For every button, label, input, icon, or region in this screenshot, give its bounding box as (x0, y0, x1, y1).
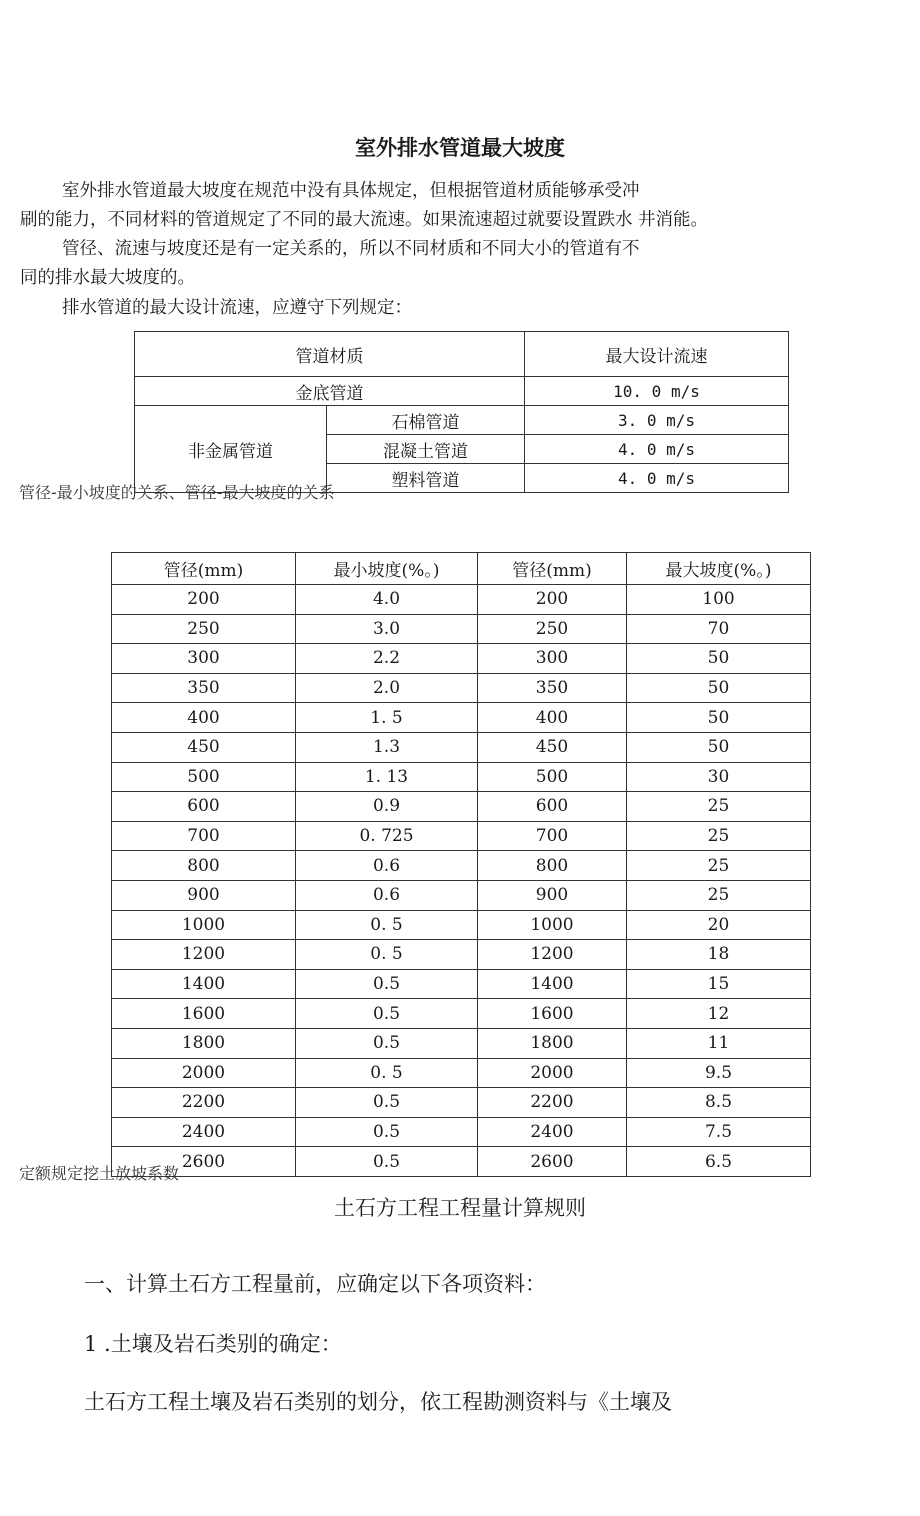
table-cell: 1600 (112, 999, 296, 1029)
table-cell: 25 (627, 821, 811, 851)
table-cell: 18 (627, 940, 811, 970)
column-header: 管径(mm) (478, 553, 627, 585)
header-material: 管道材质 (135, 332, 525, 377)
max-flow-table (134, 331, 789, 493)
column-header: 管径(mm) (112, 553, 296, 585)
table-cell: 600 (112, 792, 296, 822)
section-line: 土石方工程土壤及岩石类别的划分，依工程勘测资料与《土壤及 (84, 1390, 672, 1414)
paragraph-line: 排水管道的最大设计流速，应遵守下列规定： (62, 298, 412, 318)
table-cell: 0.5 (296, 999, 478, 1029)
table-row (112, 585, 811, 615)
table-cell: 9.5 (627, 1058, 811, 1088)
table-cell: 50 (627, 673, 811, 703)
table-cell: 0.5 (296, 1117, 478, 1147)
table-cell: 6.5 (627, 1147, 811, 1177)
table-cell: 1. 5 (296, 703, 478, 733)
table-row (112, 792, 811, 822)
table-row (112, 1058, 811, 1088)
table-cell: 250 (112, 614, 296, 644)
table-cell: 300 (112, 644, 296, 674)
table-cell: 1200 (478, 940, 627, 970)
table-cell: 2200 (112, 1088, 296, 1118)
column-header: 最小坡度(%。) (296, 553, 478, 585)
table-cell: 500 (478, 762, 627, 792)
metal-pipe-label: 金底管道 (135, 377, 525, 406)
table-row (112, 614, 811, 644)
table-cell: 50 (627, 703, 811, 733)
table-cell: 0.5 (296, 1147, 478, 1177)
table-cell: 50 (627, 644, 811, 674)
table-row (112, 703, 811, 733)
table-cell: 0.6 (296, 851, 478, 881)
table-cell: 350 (478, 673, 627, 703)
section-title: 土石方工程工程量计算规则 (334, 1196, 586, 1220)
table-cell: 0.5 (296, 969, 478, 999)
table-cell: 2400 (112, 1117, 296, 1147)
table-cell: 350 (112, 673, 296, 703)
table-row (112, 1028, 811, 1058)
table-cell: 900 (478, 880, 627, 910)
table-cell: 800 (112, 851, 296, 881)
table-cell: 50 (627, 732, 811, 762)
table-row (112, 732, 811, 762)
table-cell: 20 (627, 910, 811, 940)
metal-pipe-speed: 10. 0 m/s (525, 377, 789, 406)
table-cell: 1600 (478, 999, 627, 1029)
table-cell: 2000 (478, 1058, 627, 1088)
nonmetal-pipe-label: 非金属管道 (135, 406, 327, 493)
table-row (112, 969, 811, 999)
table-row (112, 673, 811, 703)
table-row (112, 1117, 811, 1147)
table-cell: 500 (112, 762, 296, 792)
table-cell: 0. 5 (296, 940, 478, 970)
table-cell: 250 (478, 614, 627, 644)
paragraph-line: 同的排水最大坡度的。 (20, 268, 195, 288)
table-cell: 11 (627, 1028, 811, 1058)
table-cell: 1. 13 (296, 762, 478, 792)
column-header: 最大坡度(%。) (627, 553, 811, 585)
pipe-speed: 3. 0 m/s (525, 406, 789, 435)
table-row (112, 821, 811, 851)
pipe-type: 塑料管道 (327, 464, 525, 493)
table-cell: 2400 (478, 1117, 627, 1147)
table-cell: 3.0 (296, 614, 478, 644)
table-cell: 400 (112, 703, 296, 733)
pipe-speed: 4. 0 m/s (525, 435, 789, 464)
table-row (112, 1147, 811, 1177)
slope-table (111, 552, 811, 1177)
table-cell: 0. 5 (296, 1058, 478, 1088)
section-line: 1 .土壤及岩石类别的确定： (84, 1332, 342, 1356)
table-cell: 30 (627, 762, 811, 792)
table-cell: 900 (112, 880, 296, 910)
table-cell: 600 (478, 792, 627, 822)
table-cell: 25 (627, 851, 811, 881)
table-cell: 1400 (112, 969, 296, 999)
table-cell: 400 (478, 703, 627, 733)
table-cell: 2600 (478, 1147, 627, 1177)
table-cell: 200 (478, 585, 627, 615)
table-cell: 4.0 (296, 585, 478, 615)
table-cell: 1200 (112, 940, 296, 970)
table-cell: 12 (627, 999, 811, 1029)
table-row (112, 910, 811, 940)
table-row (112, 851, 811, 881)
table-cell: 300 (478, 644, 627, 674)
slope-table-header (112, 553, 811, 585)
pipe-type: 混凝土管道 (327, 435, 525, 464)
paragraph-line: 管径、流速与坡度还是有一定关系的，所以不同材质和不同大小的管道有不 (62, 239, 640, 259)
table-cell: 1.3 (296, 732, 478, 762)
table-cell: 450 (478, 732, 627, 762)
table-row (112, 644, 811, 674)
paragraph-line: 刷的能力，不同材料的管道规定了不同的最大流速。如果流速超过就要设置跌水 井消能。 (20, 210, 709, 230)
table-cell: 1000 (112, 910, 296, 940)
header-speed: 最大设计流速 (525, 332, 789, 377)
table-cell: 0.6 (296, 880, 478, 910)
table-cell: 0. 725 (296, 821, 478, 851)
table-cell: 7.5 (627, 1117, 811, 1147)
table-cell: 2600 (112, 1147, 296, 1177)
table-cell: 0.9 (296, 792, 478, 822)
table-cell: 0. 5 (296, 910, 478, 940)
table-cell: 15 (627, 969, 811, 999)
table-cell: 800 (478, 851, 627, 881)
section-line: 一、计算土石方工程量前，应确定以下各项资料： (84, 1272, 546, 1296)
table-cell: 1000 (478, 910, 627, 940)
table-cell: 450 (112, 732, 296, 762)
page-title: 室外排水管道最大坡度 (355, 135, 565, 160)
table-cell: 0.5 (296, 1028, 478, 1058)
table-cell: 2.0 (296, 673, 478, 703)
slope-relation-caption: 管径-最小坡度的关系、管径-最大坡度的关系 (19, 483, 335, 502)
table-cell: 2.2 (296, 644, 478, 674)
table-cell: 2200 (478, 1088, 627, 1118)
table-cell: 8.5 (627, 1088, 811, 1118)
pipe-speed: 4. 0 m/s (525, 464, 789, 493)
quota-caption: 定额规定挖土放坡系数 (19, 1164, 180, 1183)
table-row (112, 999, 811, 1029)
table-cell: 100 (627, 585, 811, 615)
table-cell: 70 (627, 614, 811, 644)
table-cell: 1800 (112, 1028, 296, 1058)
table-row (112, 880, 811, 910)
table-cell: 25 (627, 880, 811, 910)
table-row (112, 940, 811, 970)
table-cell: 700 (112, 821, 296, 851)
table-cell: 2000 (112, 1058, 296, 1088)
table-cell: 1800 (478, 1028, 627, 1058)
pipe-type: 石棉管道 (327, 406, 525, 435)
table-cell: 700 (478, 821, 627, 851)
paragraph-line: 室外排水管道最大坡度在规范中没有具体规定，但根据管道材质能够承受冲 (62, 181, 640, 201)
table-cell: 200 (112, 585, 296, 615)
table-row (112, 762, 811, 792)
table-cell: 0.5 (296, 1088, 478, 1118)
table-row (112, 1088, 811, 1118)
table-cell: 25 (627, 792, 811, 822)
table-cell: 1400 (478, 969, 627, 999)
